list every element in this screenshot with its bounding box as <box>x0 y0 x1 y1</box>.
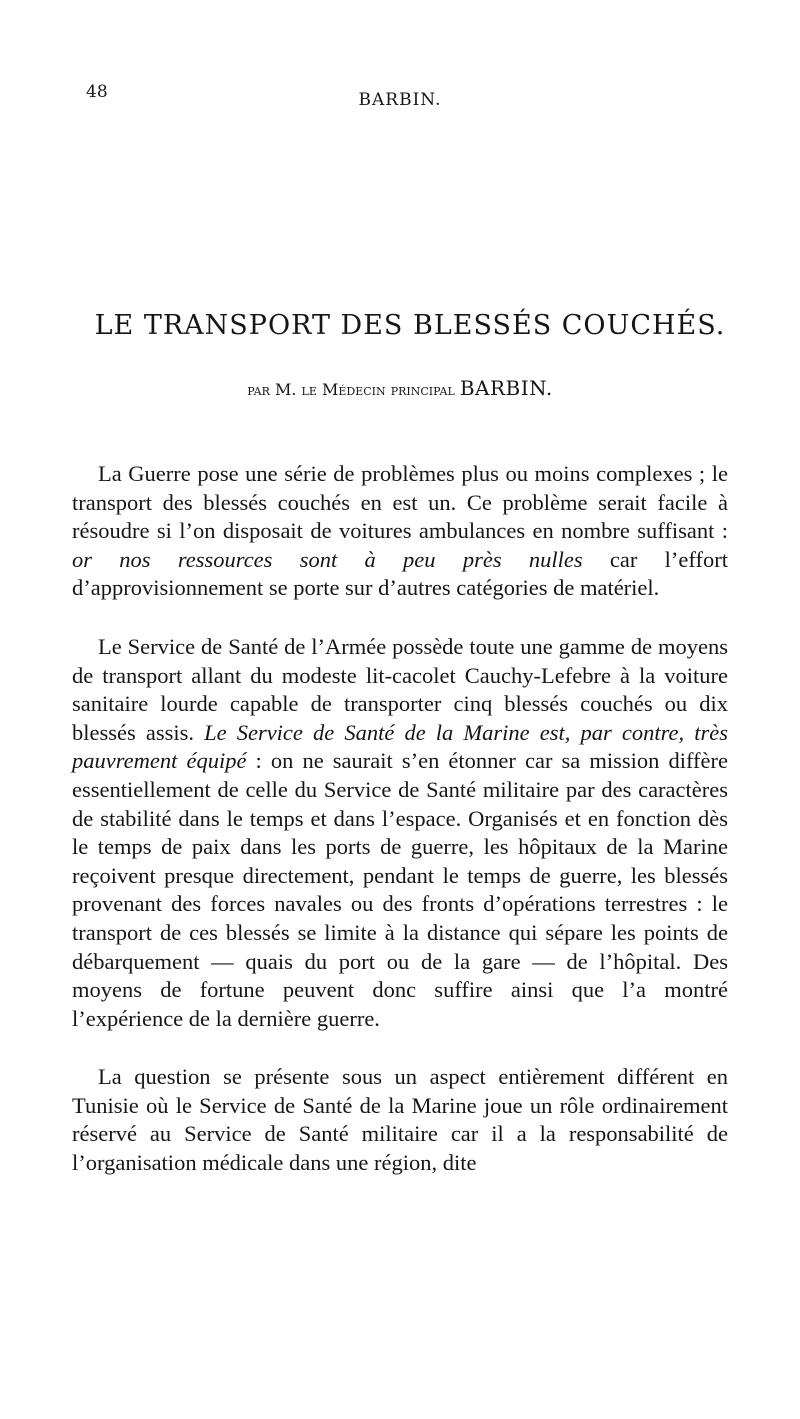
running-head: BARBIN. <box>358 90 442 110</box>
paragraph-1-text-a: La Guerre pose une série de problèmes plus ou moins complexes ; le transport des blessés couchés en est un. Ce problème serait facile à résoudre si l’on disposait de voitures ambulances en nombre suffisant : <box>72 461 728 544</box>
byline-prefix: par M. le Médecin principal <box>247 380 455 399</box>
page-number: 48 <box>86 82 108 102</box>
paragraph-2 <box>72 633 728 1033</box>
byline-author: BARBIN. <box>459 376 553 400</box>
article-body <box>72 460 728 1208</box>
paragraph-1 <box>72 460 728 603</box>
paragraph-1-text-c: car l’effort d’approvisionnement se porte sur d’autres catégories de matériel. <box>72 546 728 601</box>
paragraph-3-text-a: La question se présente sous un aspect entièrement différent en Tunisie où le Service de Santé de la Marine joue un rôle ordinairement réservé au Service de Santé militaire car il a la responsabilité de l’organisation médicale dans une région, dite <box>72 1064 728 1176</box>
paragraph-2-text-c: : on ne saurait s’en étonner car sa mission diffère essentiellement de celle du Service de Santé militaire par des caractères de stabilité dans le temps et dans l’espace. Organisés et en fonction dès le temps de paix dans les ports de guerre, les hôpitaux de la Marine reçoivent presque directement, pendant le temps de guerre, les blessés provenant des forces navales ou des fronts d’opérations terrestres : le transport de ces blessés se limite à la distance qui sépare les points de débarquement — quais du port ou de la gare — de l’hôpital. Des moyens de fortune peuvent donc suffire ainsi que l’a montré l’expérience de la dernière guerre. <box>72 748 729 1031</box>
article-title: LE TRANSPORT DES BLESSÉS COUCHÉS. <box>94 310 726 341</box>
paragraph-2-text-a: Le Service de Santé de l’Armée possède toute une gamme de moyens de transport allant du modeste lit-cacolet Cauchy-Lefebre à la voiture sanitaire lourde capable de transporter cinq blessés couchés ou dix blessés assis. <box>72 633 728 745</box>
paragraph-2-italic: Le Service de Santé de la Marine est, par contre, très pauvrement équipé <box>72 719 728 774</box>
byline <box>0 376 800 400</box>
paragraph-1-italic: or nos ressources sont à peu près nulles <box>72 546 583 572</box>
paragraph-3 <box>72 1063 728 1177</box>
